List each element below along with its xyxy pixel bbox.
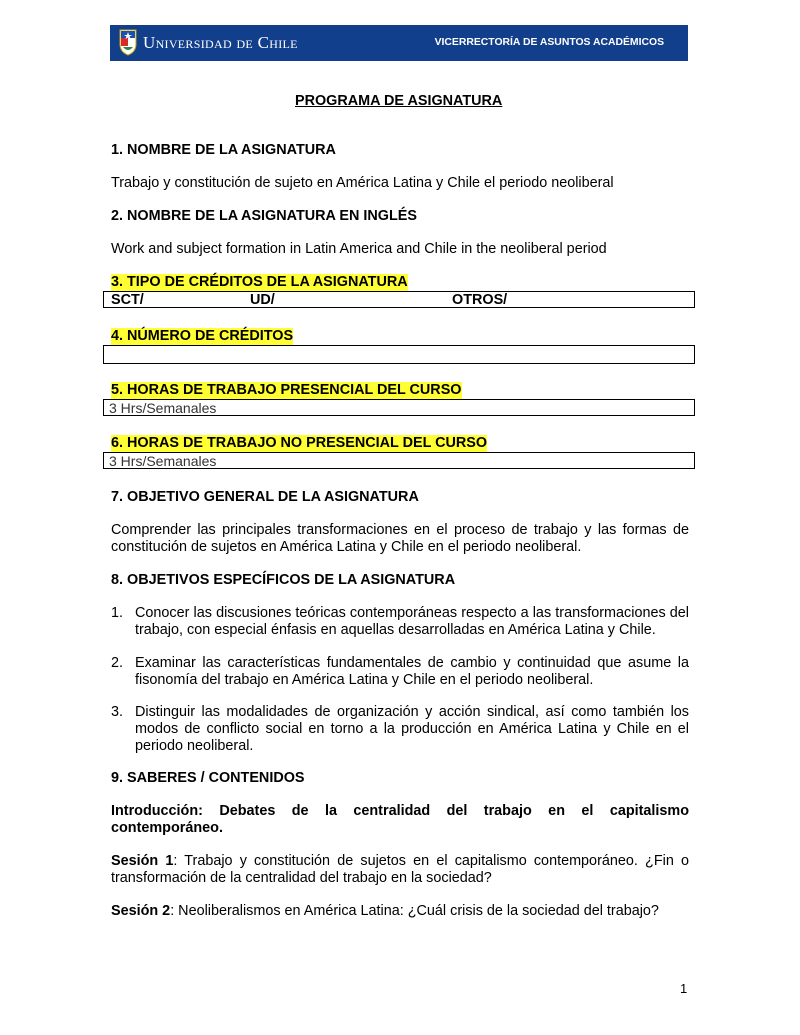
section-3-heading: 3. TIPO DE CRÉDITOS DE LA ASIGNATURA (111, 274, 408, 290)
section-2-text: Work and subject formation in Latin America and Chile in the neoliberal period (111, 241, 607, 257)
credit-ud-label: UD/ (250, 292, 275, 308)
section-5-heading: 5. HORAS DE TRABAJO PRESENCIAL DEL CURSO (111, 382, 462, 398)
section-9-heading: 9. SABERES / CONTENIDOS (111, 770, 305, 786)
objective-3-text: Distinguir las modalidades de organización y acción sindical, así como también los modos de conflicto social en torno a la producción en América Latina y Chile en el periodo neoliberal. (135, 704, 689, 754)
section-6-heading: 6. HORAS DE TRABAJO NO PRESENCIAL DEL CURSO (111, 435, 488, 451)
credit-number-box (103, 345, 695, 364)
no-presencial-hours-value: 3 Hrs/Semanales (109, 453, 217, 469)
header-banner (110, 25, 688, 61)
section-8-heading: 8. OBJETIVOS ESPECÍFICOS DE LA ASIGNATURA (111, 572, 456, 588)
credit-otros-label: OTROS/ (452, 292, 508, 308)
objective-1-text: Conocer las discusiones teóricas contemporáneas respecto a las transformaciones del trabajo, con especial énfasis en aquellas desarrolladas en América Latina y Chile. (135, 605, 689, 638)
credit-type-box (103, 291, 695, 308)
section-2-heading: 2. NOMBRE DE LA ASIGNATURA EN INGLÉS (111, 208, 417, 224)
session-2-label: Sesión 2 (111, 903, 171, 919)
objective-3-number: 3. (111, 704, 124, 720)
contents-introduction: Introducción: Debates de la centralidad del trabajo en el capitalismo contemporáneo. (111, 803, 689, 836)
page-number: 1 (680, 981, 688, 996)
section-7-heading: 7. OBJETIVO GENERAL DE LA ASIGNATURA (111, 489, 419, 505)
presencial-hours-box (103, 399, 695, 416)
section-1-heading: 1. NOMBRE DE LA ASIGNATURA (111, 142, 336, 158)
session-2 (111, 903, 689, 920)
session-1-label: Sesión 1 (111, 853, 174, 869)
credit-sct-label: SCT/ (111, 292, 144, 308)
session-1 (111, 853, 689, 887)
section-7-text: Comprender las principales transformaciones en el proceso de trabajo y las formas de constitución de sujetos en América Latina y Chile en el periodo neoliberal. (111, 522, 689, 555)
objective-1-number: 1. (111, 605, 124, 621)
session-1-text: : Trabajo y constitución de sujetos en el capitalismo contemporáneo. ¿Fin o transformación de la centralidad del trabajo en la sociedad? (111, 853, 689, 886)
document-title: PROGRAMA DE ASIGNATURA (295, 93, 503, 109)
university-name: Universidad de Chile (143, 33, 298, 52)
presencial-hours-value: 3 Hrs/Semanales (109, 400, 217, 416)
no-presencial-hours-box (103, 452, 695, 469)
section-4-heading: 4. NÚMERO DE CRÉDITOS (111, 328, 294, 344)
section-1-text: Trabajo y constitución de sujeto en América Latina y Chile el periodo neoliberal (111, 175, 614, 191)
objective-2-number: 2. (111, 655, 124, 671)
session-2-text: : Neoliberalismos en América Latina: ¿Cuál crisis de la sociedad del trabajo? (170, 903, 659, 919)
university-shield-icon (118, 28, 138, 56)
vicerrectoria-name: VICERRECTORÍA DE ASUNTOS ACADÉMICOS (434, 37, 664, 48)
objective-2-text: Examinar las características fundamentales de cambio y continuidad que asume la fisonomía del trabajo en América Latina y Chile en el periodo neoliberal. (135, 655, 689, 688)
